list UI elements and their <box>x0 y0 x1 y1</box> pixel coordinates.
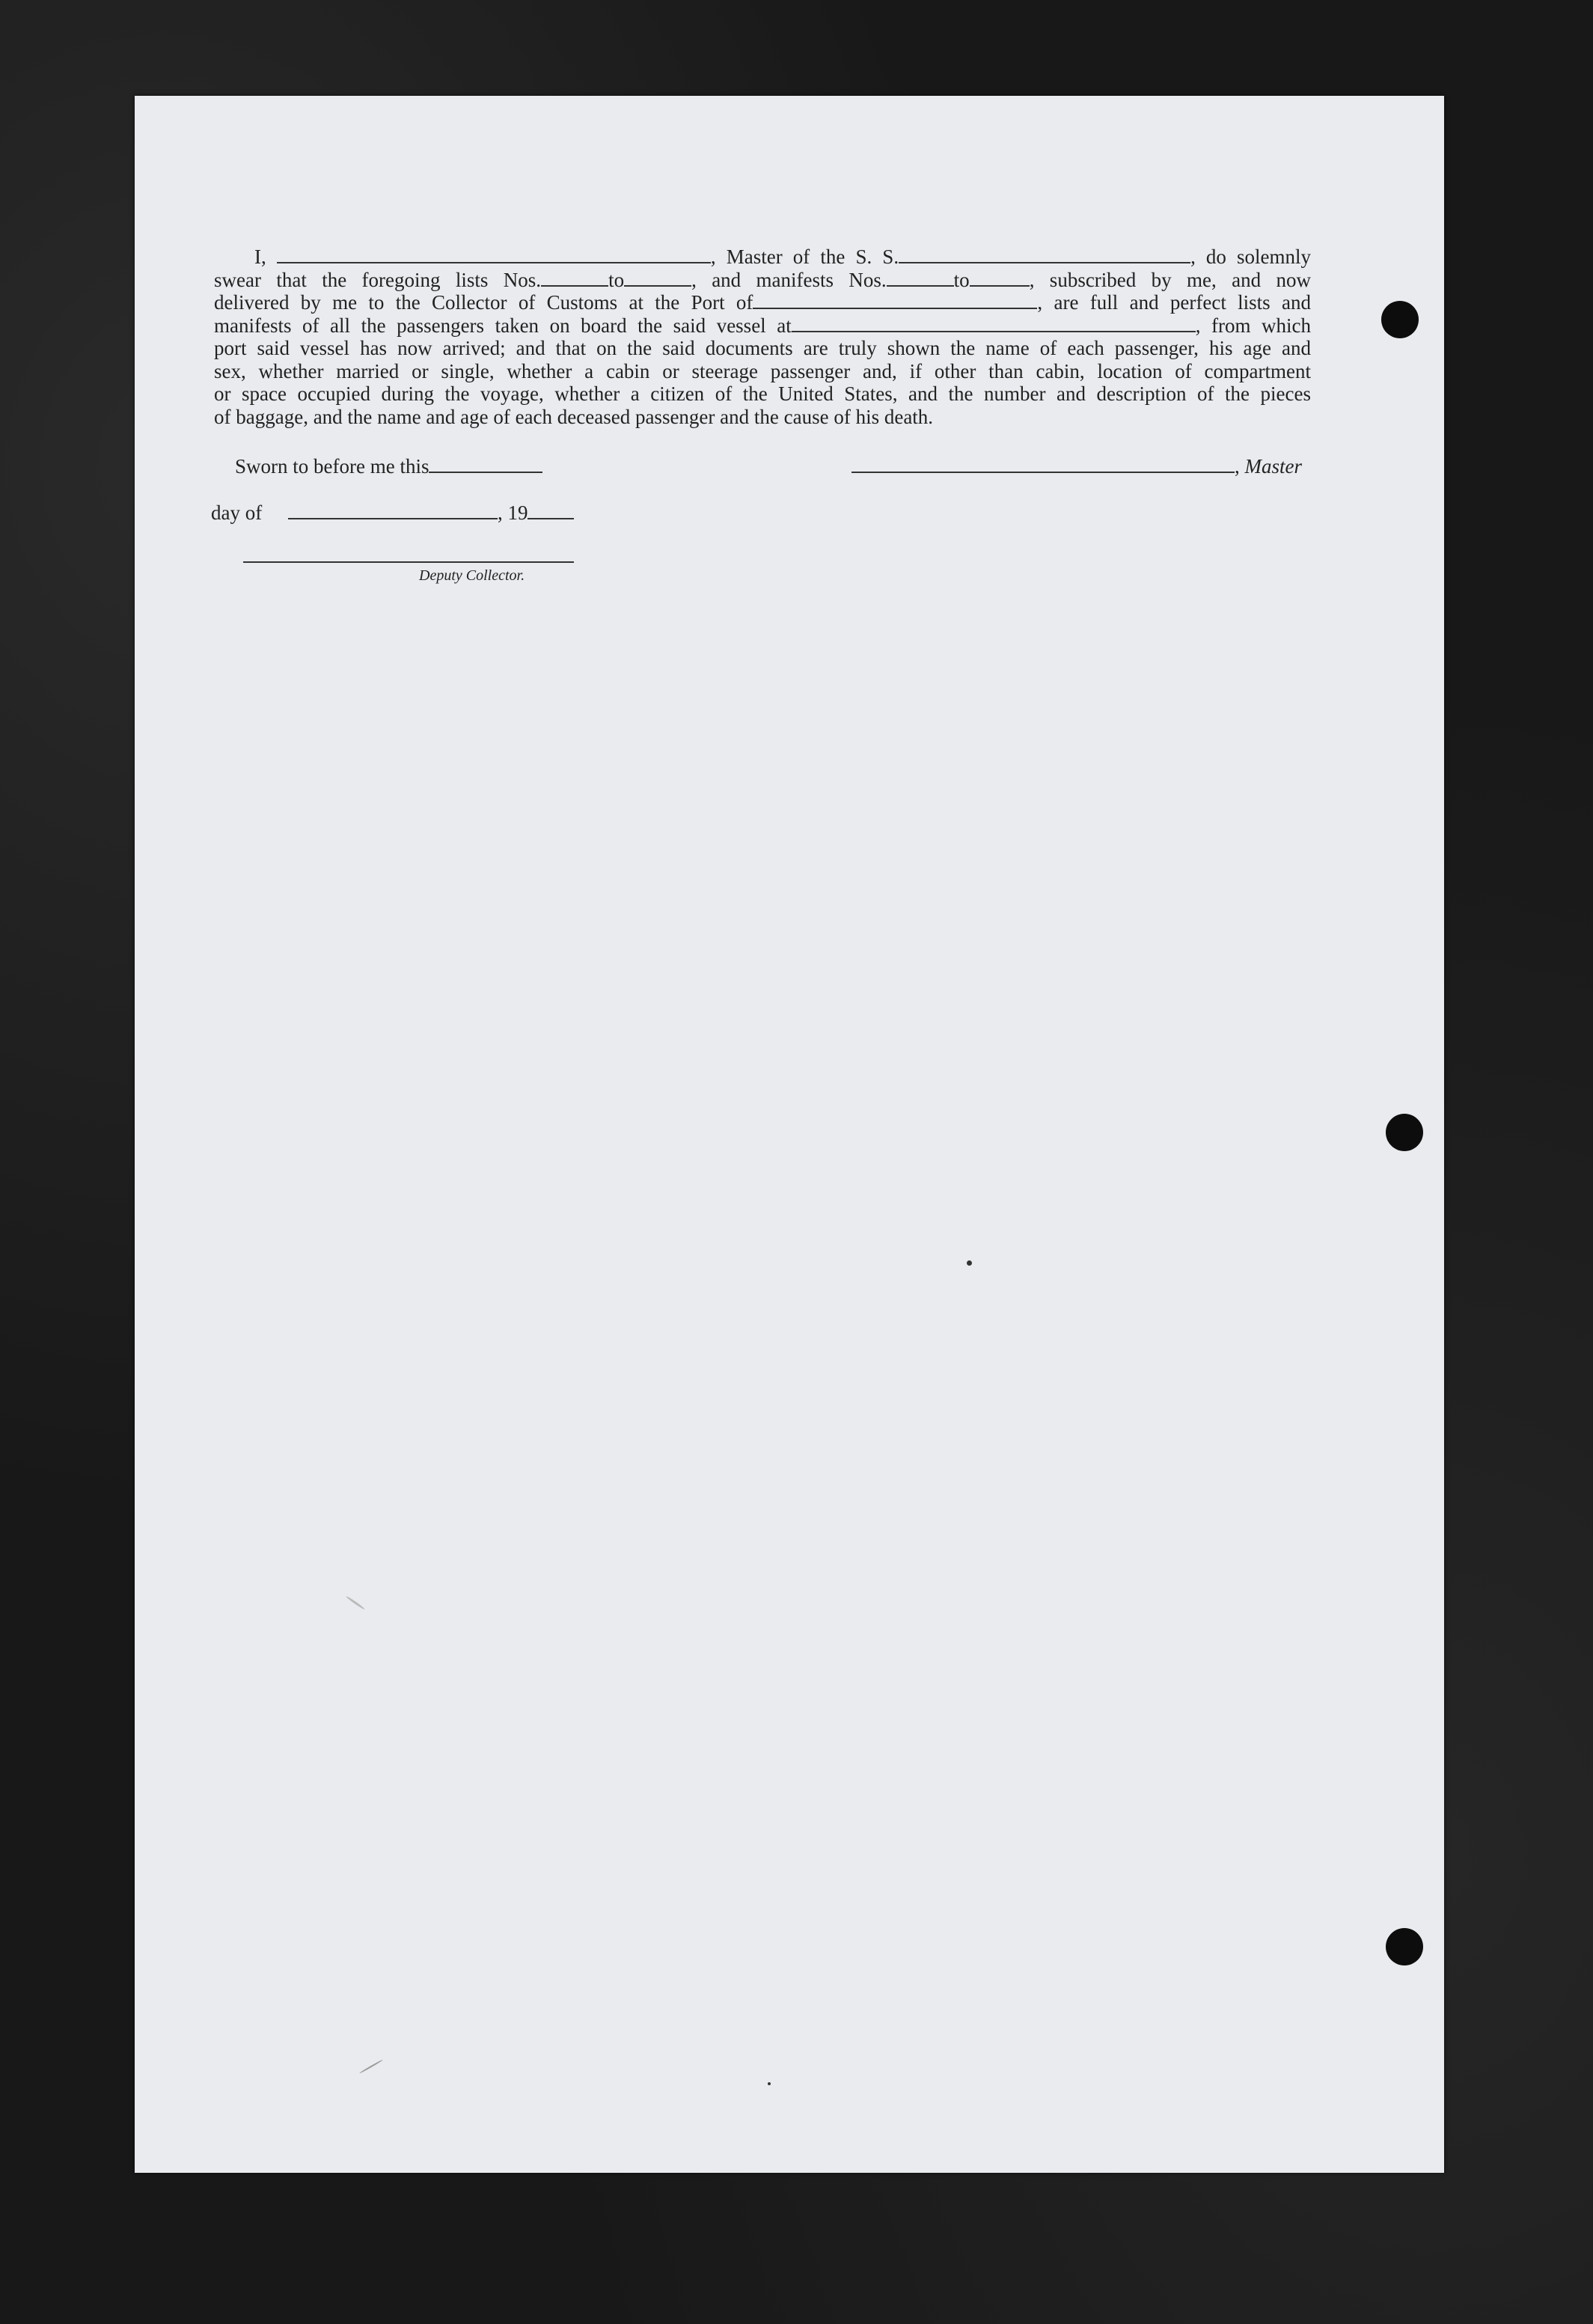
oath-text: , from which <box>1195 314 1311 337</box>
oath-line-7: or space occupied during the voyage, whether a citizen of the United States, and the number and description of the pieces <box>214 382 1311 405</box>
date-row <box>211 501 574 525</box>
oath-text: , are full and perfect lists and <box>1037 291 1311 314</box>
oath-text: manifests of all the passengers taken on board the said vessel at <box>214 314 792 337</box>
master-signature-row <box>851 455 1302 478</box>
oath-paragraph <box>214 245 1311 428</box>
departure-port-blank <box>792 316 1196 332</box>
list-from-blank <box>541 270 608 287</box>
sworn-label: Sworn to before me this <box>235 455 429 478</box>
oath-text: , subscribed by me, and now <box>1029 268 1311 291</box>
sworn-row <box>235 455 542 478</box>
oath-line-6: sex, whether married or single, whether a cabin or steerage passenger and, if other than cabin, location of compartment <box>214 359 1311 382</box>
oath-text: to <box>608 268 625 291</box>
punch-hole <box>1386 1114 1423 1151</box>
oath-text: to <box>953 268 970 291</box>
oath-line-4 <box>214 314 1311 338</box>
comma: , <box>1235 455 1240 478</box>
day-of-label: day of <box>211 501 263 524</box>
oath-line-3 <box>214 291 1311 314</box>
oath-text: swear that the foregoing lists Nos. <box>214 268 542 291</box>
oath-text: I, <box>254 245 266 268</box>
manifest-from-blank <box>887 270 954 287</box>
year-blank <box>528 503 574 519</box>
ship-name-blank <box>899 247 1190 263</box>
deputy-collector-label: Deputy Collector. <box>419 567 525 584</box>
sworn-day-blank <box>429 457 542 473</box>
list-to-blank <box>624 270 691 287</box>
oath-text: delivered by me to the Collector of Customs at the Port of <box>214 291 753 314</box>
master-signature-blank <box>851 457 1235 473</box>
manifest-to-blank <box>970 270 1030 287</box>
ink-speck <box>768 2082 771 2085</box>
oath-line-5: port said vessel has now arrived; and that on the said documents are truly shown the name of each passenger, his age and <box>214 337 1311 359</box>
oath-text: , do solemnly <box>1190 245 1312 268</box>
oath-text: , Master of the S. S. <box>710 245 899 268</box>
master-name-blank <box>277 247 711 263</box>
oath-line-2 <box>214 269 1311 292</box>
ink-speck <box>967 1260 972 1266</box>
oath-text: , and manifests Nos. <box>691 268 887 291</box>
deputy-signature-line <box>243 561 574 563</box>
punch-hole <box>1386 1928 1423 1965</box>
oath-line-8: of baggage, and the name and age of each deceased passenger and the cause of his death. <box>214 405 934 428</box>
month-blank <box>288 503 498 519</box>
year-prefix: , 19 <box>497 501 528 524</box>
port-blank <box>753 293 1037 309</box>
punch-hole <box>1381 301 1419 338</box>
oath-line-1 <box>214 245 1311 269</box>
master-label: Master <box>1244 455 1302 478</box>
